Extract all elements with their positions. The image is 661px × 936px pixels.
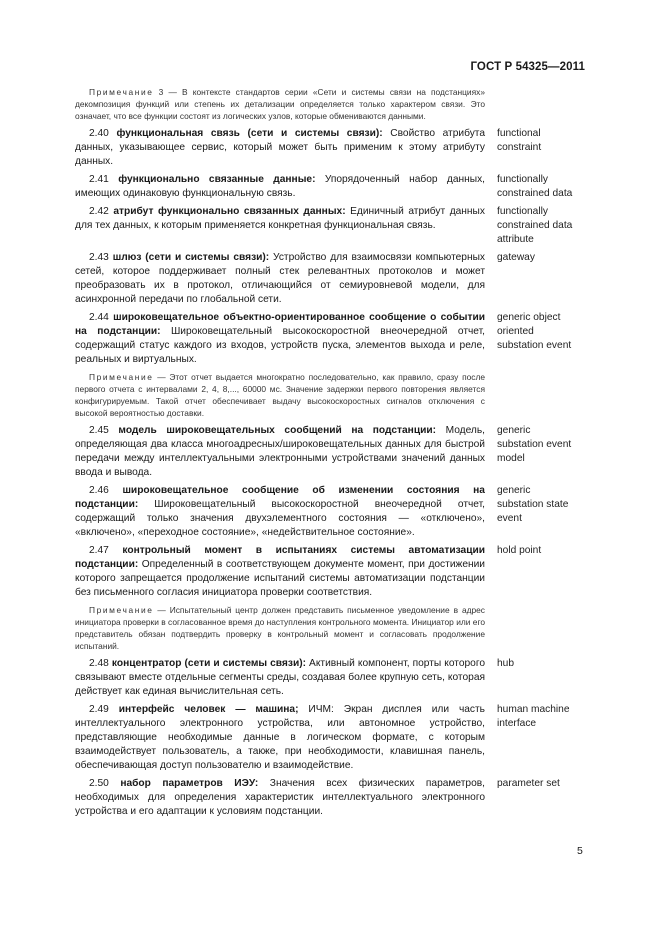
note-text: — Этот отчет выдается многократно последовательно, как правило, сразу после первого отчета с интервалами 2, 4, 8,..., 60000 мс. Значение задержки первого повторения является конфигурируемым. Такой отчет обеспечивает выдачу высокоскоростных сигналов отключения с высокой вероятностью доставки.: [75, 372, 485, 418]
entry-number: 2.49: [89, 704, 109, 715]
term-entry-2-45: [75, 424, 587, 480]
term-name: контрольный момент в испытаниях системы автоматизации подстанции:: [75, 545, 485, 570]
term-entry-2-49: [75, 703, 587, 773]
term-entry-2-46: [75, 484, 587, 540]
term-entry-2-41: [75, 173, 587, 201]
entry-number: 2.41: [89, 174, 109, 185]
english-term: hub: [497, 658, 514, 669]
term-definition: Определенный в соответствующем документе момент, при достижении которого запрещается продолжение испытаний системы автоматизации подстанции без письменного согласия инициатора проверки соответствия.: [75, 559, 485, 598]
page-number: 5: [577, 845, 583, 857]
term-name: модель широковещательных сообщений на подстанции:: [118, 425, 436, 436]
term-name: набор параметров ИЭУ:: [120, 778, 259, 789]
term-definition: Упорядоченный набор данных, имеющих одинаковую функциональную связь.: [75, 174, 485, 199]
entry-number: 2.47: [89, 545, 109, 556]
term-definition: Широковещательный высокоскоростной внеочередной отчет, содержащий статус каждого из входов, устройств пуска, элементов выхода и реле, реальных и виртуальных.: [75, 326, 485, 365]
term-entry-2-43: [75, 251, 587, 307]
term-entry-2-47: [75, 544, 587, 600]
document-body: [75, 86, 587, 823]
document-header: ГОСТ Р 54325—2011: [470, 61, 585, 73]
entry-number: 2.44: [89, 312, 109, 323]
note-3: [75, 86, 485, 122]
note-text: — Испытательный центр должен представить письменное уведомление в адрес инициатора проверки в согласованное время до наступления контрольного момента. Инициатор или его представитель обязан подтвердить проверку в контрольный момент и согласовать продолжение испытаний.: [75, 605, 485, 651]
entry-number: 2.42: [89, 206, 109, 217]
term-definition: Широковещательный высокоскоростной внеочередной отчет, содержащий только значения двухэлементного состояния — «отключено», «включено», «переходное состояние», «недействительное состояние».: [75, 499, 485, 538]
english-term: functionally constrained data: [497, 174, 573, 199]
entry-number: 2.48: [89, 658, 109, 669]
note-label: Примечание: [89, 605, 154, 615]
english-term: parameter set: [497, 778, 560, 789]
entry-number: 2.45: [89, 425, 109, 436]
term-name: широковещательное объектно-ориентированное сообщение о событии на подстанции:: [75, 312, 485, 337]
english-term: functional constraint: [497, 128, 542, 153]
term-definition: Значения всех физических параметров, необходимых для определения характеристик интеллектуального электронного устройства и его адаптации к условиям подстанции.: [75, 778, 485, 817]
entry-number: 2.46: [89, 485, 109, 496]
term-name: широковещательное сообщение об изменении состояния на подстанции:: [75, 485, 485, 510]
term-definition: Активный компонент, порты которого связывают вместе отдельные сегменты среды, создавая более крупную сеть, которая действует как единая вычислительная сеть.: [75, 658, 486, 697]
term-name: интерфейс человек — машина;: [118, 704, 299, 715]
term-definition: Устройство для взаимосвязи компьютерных сетей, которое поддерживает полный стек релевантных протоколов и может преобразовать их в протокол, отличающийся от семиуровневой модели, для асинхронной передачи по глобальной сети.: [75, 252, 485, 305]
entry-number: 2.40: [89, 128, 109, 139]
english-term: generic substation event model: [497, 425, 572, 464]
term-entry-2-44: [75, 311, 587, 367]
note-label: Примечание: [89, 87, 154, 97]
english-term: hold point: [497, 545, 542, 556]
english-term: gateway: [497, 252, 535, 263]
term-name: шлюз (сети и системы связи):: [112, 252, 270, 263]
term-definition: Единичный атрибут данных для тех данных, к которым применяется конкретная функциональная связь.: [75, 206, 485, 231]
english-term: functionally constrained data attribute: [497, 206, 573, 245]
english-term: generic object oriented substation event: [497, 312, 572, 351]
term-name: концентратор (сети и системы связи):: [111, 658, 306, 669]
entry-number: 2.50: [89, 778, 109, 789]
note-label: Примечание: [89, 372, 154, 382]
entry-number: 2.43: [89, 252, 109, 263]
term-entry-2-50: [75, 777, 587, 819]
term-definition: ИЧМ: Экран дисплея или часть интеллектуального электронного устройства, или автономное устройство, представляющие необходимые данные в логическом формате, с которым взаимодействует пользователь, а также, при необходимости, клавишная панель, обеспечивающая доступ пользователю и взаимодействие.: [75, 704, 485, 771]
term-definition: Модель, определяющая два класса многоадресных/широковещательных данных для быстрой передачи между интеллектуальными электронными устройствами значений данных ввода и вывода.: [75, 425, 485, 478]
english-term: generic substation state event: [497, 485, 569, 524]
note-2-44: [75, 371, 485, 419]
term-entry-2-40: [75, 127, 587, 169]
term-name: функционально связанные данные:: [118, 174, 316, 185]
term-entry-2-48: [75, 657, 587, 699]
note-2-47: [75, 604, 485, 652]
term-definition: Свойство атрибута данных, указывающее сервис, который может быть применим к этому атрибуту данных.: [75, 128, 485, 167]
note-text: 3 — В контексте стандартов серии «Сети и системы связи на подстанциях» декомпозиция функций или степень их детализации определяется только характером связи. Это означает, что все функции состоят из логических узлов, которые обмениваются данными.: [75, 87, 485, 121]
term-name: функциональная связь (сети и системы связи):: [116, 128, 383, 139]
term-entry-2-42: [75, 205, 587, 247]
term-name: атрибут функционально связанных данных:: [113, 206, 346, 217]
english-term: human machine interface: [497, 704, 570, 729]
